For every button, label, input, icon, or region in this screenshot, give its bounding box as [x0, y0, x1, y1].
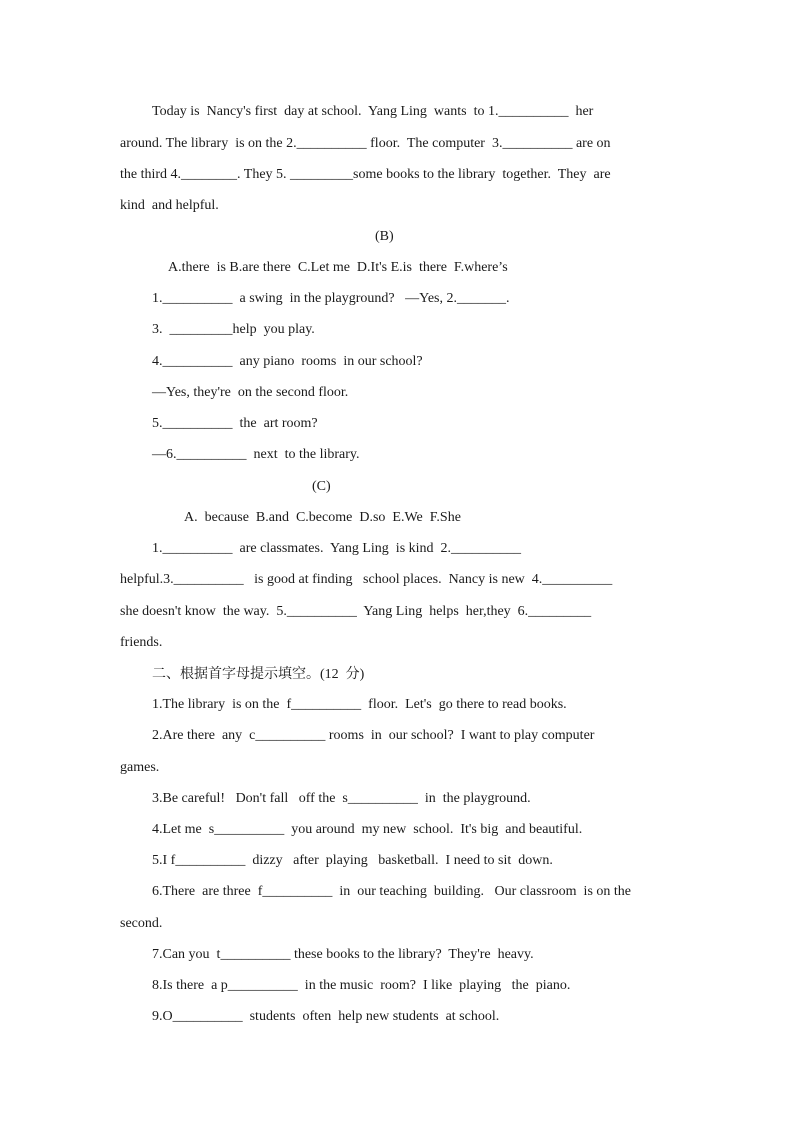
part-2-question-7: 7.Can you t__________ these books to the library? They're heavy.	[152, 947, 534, 962]
section-c-line-1: 1.__________ are classmates. Yang Ling is kind 2.__________	[152, 541, 522, 556]
part-2-score: (12 分)	[320, 667, 365, 682]
section-c-heading: (C)	[312, 479, 331, 494]
section-b-question-1: 1.__________ a swing in the playground? —Yes, 2._______.	[152, 291, 510, 306]
part-2-question-9: 9.O__________ students often help new students at school.	[152, 1009, 500, 1024]
passage-line-1: Today is Nancy's first day at school. Yang Ling wants to 1.__________ her	[152, 104, 594, 119]
part-2-question-4: 4.Let me s__________ you around my new school. It's big and beautiful.	[152, 822, 583, 837]
section-c-line-3: she doesn't know the way. 5.__________ Yang Ling helps her,they 6._________	[120, 604, 592, 619]
part-2-question-5: 5.I f__________ dizzy after playing basketball. I need to sit down.	[152, 853, 553, 868]
section-b-question-3: 3. _________help you play.	[152, 322, 315, 337]
part-2-heading	[152, 664, 364, 685]
section-b-question-4: 4.__________ any piano rooms in our school?	[152, 354, 423, 369]
section-c-line-4: friends.	[120, 635, 163, 650]
passage-line-3: the third 4.________. They 5. _________some books to the library together. They are	[120, 167, 611, 182]
passage-line-2: around. The library is on the 2.__________ floor. The computer 3.__________ are on	[120, 136, 611, 151]
section-b-options: A.there is B.are there C.Let me D.It's E.is there F.where’s	[168, 260, 508, 275]
part-2-question-2-continued: games.	[120, 760, 160, 775]
section-b-question-6: —6.__________ next to the library.	[152, 447, 360, 462]
part-2-question-6-continued: second.	[120, 916, 163, 931]
section-c-line-2: helpful.3.__________ is good at finding school places. Nancy is new 4.__________	[120, 572, 613, 587]
part-2-question-1: 1.The library is on the f__________ floor. Let's go there to read books.	[152, 697, 567, 712]
section-b-answer-4: —Yes, they're on the second floor.	[152, 385, 349, 400]
section-b-question-5: 5.__________ the art room?	[152, 416, 318, 431]
section-b-heading: (B)	[375, 229, 394, 244]
part-2-question-8: 8.Is there a p__________ in the music room? I like playing the piano.	[152, 978, 571, 993]
part-2-title: 二、根据首字母提示填空。	[152, 666, 320, 682]
passage-line-4: kind and helpful.	[120, 198, 219, 213]
part-2-question-6: 6.There are three f__________ in our teaching building. Our classroom is on the	[152, 884, 631, 899]
section-c-options: A. because B.and C.become D.so E.We F.She	[184, 510, 461, 525]
part-2-question-3: 3.Be careful! Don't fall off the s__________ in the playground.	[152, 791, 531, 806]
part-2-question-2: 2.Are there any c__________ rooms in our school? I want to play computer	[152, 728, 595, 743]
